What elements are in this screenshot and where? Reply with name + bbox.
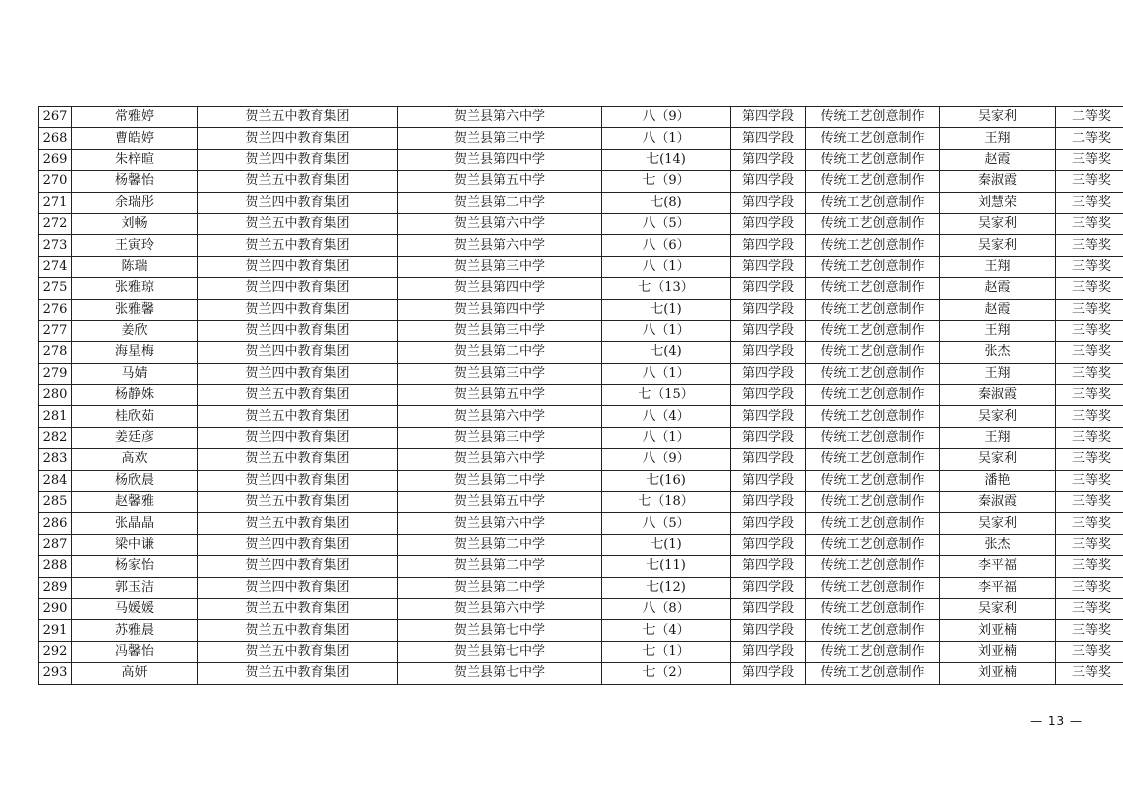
cell-award-level: 三等奖 bbox=[1056, 299, 1123, 320]
cell-category: 传统工艺创意制作 bbox=[806, 256, 940, 277]
award-table bbox=[38, 106, 1123, 685]
cell-award-level: 三等奖 bbox=[1056, 598, 1123, 619]
table-row bbox=[39, 192, 1123, 213]
cell-class-name: 七（1） bbox=[602, 641, 731, 662]
cell-category: 传统工艺创意制作 bbox=[806, 171, 940, 192]
cell-class-name: 八（6） bbox=[602, 235, 731, 256]
cell-instructor: 刘亚楠 bbox=[940, 620, 1056, 641]
cell-instructor: 张杰 bbox=[940, 534, 1056, 555]
cell-category: 传统工艺创意制作 bbox=[806, 641, 940, 662]
cell-award-level: 三等奖 bbox=[1056, 406, 1123, 427]
cell-award-level: 三等奖 bbox=[1056, 663, 1123, 684]
cell-instructor: 王翔 bbox=[940, 320, 1056, 341]
cell-category: 传统工艺创意制作 bbox=[806, 513, 940, 534]
cell-category: 传统工艺创意制作 bbox=[806, 192, 940, 213]
cell-row-index: 291 bbox=[39, 620, 72, 641]
cell-stage: 第四学段 bbox=[731, 385, 806, 406]
cell-instructor: 秦淑霞 bbox=[940, 385, 1056, 406]
table-row bbox=[39, 278, 1123, 299]
cell-class-name: 八（9） bbox=[602, 107, 731, 128]
cell-row-index: 283 bbox=[39, 449, 72, 470]
cell-instructor: 吴家利 bbox=[940, 107, 1056, 128]
cell-class-name: 七(8) bbox=[602, 192, 731, 213]
cell-instructor: 潘艳 bbox=[940, 470, 1056, 491]
cell-student-name: 高欢 bbox=[72, 449, 198, 470]
table-row bbox=[39, 149, 1123, 170]
table-row bbox=[39, 577, 1123, 598]
cell-student-name: 杨欣晨 bbox=[72, 470, 198, 491]
cell-class-name: 七(11) bbox=[602, 556, 731, 577]
table-row bbox=[39, 663, 1123, 684]
cell-student-name: 余瑞彤 bbox=[72, 192, 198, 213]
cell-category: 传统工艺创意制作 bbox=[806, 556, 940, 577]
cell-student-name: 杨家怡 bbox=[72, 556, 198, 577]
cell-school-name: 贺兰县第七中学 bbox=[398, 620, 602, 641]
cell-instructor: 赵霞 bbox=[940, 299, 1056, 320]
cell-instructor: 张杰 bbox=[940, 342, 1056, 363]
cell-education-group: 贺兰四中教育集团 bbox=[198, 363, 398, 384]
cell-student-name: 马婧 bbox=[72, 363, 198, 384]
cell-education-group: 贺兰四中教育集团 bbox=[198, 342, 398, 363]
cell-row-index: 280 bbox=[39, 385, 72, 406]
cell-category: 传统工艺创意制作 bbox=[806, 342, 940, 363]
cell-category: 传统工艺创意制作 bbox=[806, 406, 940, 427]
cell-instructor: 吴家利 bbox=[940, 235, 1056, 256]
cell-student-name: 曹皓婷 bbox=[72, 128, 198, 149]
cell-award-level: 三等奖 bbox=[1056, 256, 1123, 277]
table-row bbox=[39, 534, 1123, 555]
cell-row-index: 293 bbox=[39, 663, 72, 684]
cell-education-group: 贺兰五中教育集团 bbox=[198, 598, 398, 619]
cell-instructor: 刘亚楠 bbox=[940, 641, 1056, 662]
table-row bbox=[39, 598, 1123, 619]
cell-school-name: 贺兰县第六中学 bbox=[398, 213, 602, 234]
cell-education-group: 贺兰四中教育集团 bbox=[198, 320, 398, 341]
cell-student-name: 杨馨怡 bbox=[72, 171, 198, 192]
cell-class-name: 七(4) bbox=[602, 342, 731, 363]
cell-stage: 第四学段 bbox=[731, 363, 806, 384]
cell-student-name: 张雅琼 bbox=[72, 278, 198, 299]
table-row bbox=[39, 513, 1123, 534]
cell-education-group: 贺兰五中教育集团 bbox=[198, 171, 398, 192]
table-row bbox=[39, 235, 1123, 256]
table-row bbox=[39, 470, 1123, 491]
cell-school-name: 贺兰县第三中学 bbox=[398, 256, 602, 277]
cell-stage: 第四学段 bbox=[731, 663, 806, 684]
cell-instructor: 秦淑霞 bbox=[940, 492, 1056, 513]
cell-education-group: 贺兰四中教育集团 bbox=[198, 556, 398, 577]
table-row bbox=[39, 641, 1123, 662]
cell-education-group: 贺兰五中教育集团 bbox=[198, 641, 398, 662]
cell-award-level: 三等奖 bbox=[1056, 470, 1123, 491]
cell-row-index: 277 bbox=[39, 320, 72, 341]
cell-instructor: 王翔 bbox=[940, 427, 1056, 448]
cell-instructor: 吴家利 bbox=[940, 449, 1056, 470]
cell-award-level: 三等奖 bbox=[1056, 556, 1123, 577]
table-row bbox=[39, 213, 1123, 234]
cell-row-index: 281 bbox=[39, 406, 72, 427]
cell-row-index: 274 bbox=[39, 256, 72, 277]
cell-school-name: 贺兰县第五中学 bbox=[398, 385, 602, 406]
cell-category: 传统工艺创意制作 bbox=[806, 663, 940, 684]
cell-stage: 第四学段 bbox=[731, 556, 806, 577]
cell-class-name: 八（5） bbox=[602, 213, 731, 234]
cell-education-group: 贺兰四中教育集团 bbox=[198, 149, 398, 170]
cell-award-level: 三等奖 bbox=[1056, 513, 1123, 534]
cell-student-name: 杨静姝 bbox=[72, 385, 198, 406]
cell-stage: 第四学段 bbox=[731, 620, 806, 641]
cell-school-name: 贺兰县第二中学 bbox=[398, 342, 602, 363]
cell-school-name: 贺兰县第二中学 bbox=[398, 534, 602, 555]
cell-class-name: 八（1） bbox=[602, 363, 731, 384]
cell-award-level: 三等奖 bbox=[1056, 278, 1123, 299]
cell-student-name: 冯馨怡 bbox=[72, 641, 198, 662]
cell-category: 传统工艺创意制作 bbox=[806, 128, 940, 149]
cell-class-name: 七（15） bbox=[602, 385, 731, 406]
cell-award-level: 三等奖 bbox=[1056, 320, 1123, 341]
cell-instructor: 赵霞 bbox=[940, 278, 1056, 299]
table-row bbox=[39, 406, 1123, 427]
cell-category: 传统工艺创意制作 bbox=[806, 149, 940, 170]
cell-stage: 第四学段 bbox=[731, 235, 806, 256]
table-row bbox=[39, 449, 1123, 470]
cell-stage: 第四学段 bbox=[731, 256, 806, 277]
cell-instructor: 王翔 bbox=[940, 256, 1056, 277]
table-row bbox=[39, 107, 1123, 128]
cell-category: 传统工艺创意制作 bbox=[806, 235, 940, 256]
cell-stage: 第四学段 bbox=[731, 577, 806, 598]
cell-row-index: 275 bbox=[39, 278, 72, 299]
cell-stage: 第四学段 bbox=[731, 342, 806, 363]
cell-stage: 第四学段 bbox=[731, 427, 806, 448]
table-row bbox=[39, 171, 1123, 192]
cell-row-index: 278 bbox=[39, 342, 72, 363]
cell-student-name: 梁中谦 bbox=[72, 534, 198, 555]
table-row bbox=[39, 299, 1123, 320]
cell-class-name: 七(16) bbox=[602, 470, 731, 491]
cell-student-name: 朱梓暄 bbox=[72, 149, 198, 170]
cell-row-index: 273 bbox=[39, 235, 72, 256]
cell-education-group: 贺兰四中教育集团 bbox=[198, 192, 398, 213]
cell-class-name: 七(12) bbox=[602, 577, 731, 598]
cell-school-name: 贺兰县第六中学 bbox=[398, 513, 602, 534]
cell-row-index: 271 bbox=[39, 192, 72, 213]
cell-school-name: 贺兰县第三中学 bbox=[398, 320, 602, 341]
cell-award-level: 三等奖 bbox=[1056, 213, 1123, 234]
cell-award-level: 三等奖 bbox=[1056, 492, 1123, 513]
cell-award-level: 三等奖 bbox=[1056, 342, 1123, 363]
cell-school-name: 贺兰县第四中学 bbox=[398, 278, 602, 299]
cell-student-name: 桂欣茹 bbox=[72, 406, 198, 427]
cell-category: 传统工艺创意制作 bbox=[806, 213, 940, 234]
cell-class-name: 七(1) bbox=[602, 534, 731, 555]
cell-student-name: 马媛媛 bbox=[72, 598, 198, 619]
cell-award-level: 三等奖 bbox=[1056, 235, 1123, 256]
cell-school-name: 贺兰县第六中学 bbox=[398, 449, 602, 470]
cell-row-index: 279 bbox=[39, 363, 72, 384]
cell-award-level: 三等奖 bbox=[1056, 641, 1123, 662]
cell-category: 传统工艺创意制作 bbox=[806, 470, 940, 491]
cell-education-group: 贺兰五中教育集团 bbox=[198, 492, 398, 513]
award-table-body bbox=[39, 107, 1123, 685]
cell-school-name: 贺兰县第三中学 bbox=[398, 427, 602, 448]
cell-stage: 第四学段 bbox=[731, 320, 806, 341]
cell-instructor: 王翔 bbox=[940, 363, 1056, 384]
cell-education-group: 贺兰四中教育集团 bbox=[198, 256, 398, 277]
table-row bbox=[39, 128, 1123, 149]
cell-stage: 第四学段 bbox=[731, 513, 806, 534]
cell-stage: 第四学段 bbox=[731, 128, 806, 149]
cell-award-level: 三等奖 bbox=[1056, 149, 1123, 170]
table-row bbox=[39, 256, 1123, 277]
cell-row-index: 292 bbox=[39, 641, 72, 662]
cell-student-name: 苏雅晨 bbox=[72, 620, 198, 641]
cell-award-level: 三等奖 bbox=[1056, 192, 1123, 213]
cell-student-name: 陈瑞 bbox=[72, 256, 198, 277]
cell-award-level: 二等奖 bbox=[1056, 107, 1123, 128]
cell-category: 传统工艺创意制作 bbox=[806, 363, 940, 384]
cell-stage: 第四学段 bbox=[731, 171, 806, 192]
cell-class-name: 八（9） bbox=[602, 449, 731, 470]
cell-row-index: 268 bbox=[39, 128, 72, 149]
cell-class-name: 七（2） bbox=[602, 663, 731, 684]
cell-row-index: 276 bbox=[39, 299, 72, 320]
cell-student-name: 刘畅 bbox=[72, 213, 198, 234]
cell-row-index: 269 bbox=[39, 149, 72, 170]
cell-school-name: 贺兰县第二中学 bbox=[398, 556, 602, 577]
cell-category: 传统工艺创意制作 bbox=[806, 449, 940, 470]
cell-school-name: 贺兰县第二中学 bbox=[398, 470, 602, 491]
cell-stage: 第四学段 bbox=[731, 213, 806, 234]
cell-education-group: 贺兰五中教育集团 bbox=[198, 235, 398, 256]
cell-education-group: 贺兰四中教育集团 bbox=[198, 278, 398, 299]
cell-row-index: 289 bbox=[39, 577, 72, 598]
cell-education-group: 贺兰五中教育集团 bbox=[198, 107, 398, 128]
cell-student-name: 赵馨雅 bbox=[72, 492, 198, 513]
cell-school-name: 贺兰县第四中学 bbox=[398, 299, 602, 320]
cell-education-group: 贺兰五中教育集团 bbox=[198, 513, 398, 534]
cell-education-group: 贺兰五中教育集团 bbox=[198, 385, 398, 406]
cell-school-name: 贺兰县第三中学 bbox=[398, 363, 602, 384]
cell-school-name: 贺兰县第六中学 bbox=[398, 107, 602, 128]
cell-student-name: 王寅玲 bbox=[72, 235, 198, 256]
cell-award-level: 二等奖 bbox=[1056, 128, 1123, 149]
cell-class-name: 八（1） bbox=[602, 256, 731, 277]
cell-student-name: 常雅婷 bbox=[72, 107, 198, 128]
cell-education-group: 贺兰四中教育集团 bbox=[198, 577, 398, 598]
cell-student-name: 海星梅 bbox=[72, 342, 198, 363]
cell-instructor: 王翔 bbox=[940, 128, 1056, 149]
cell-student-name: 张雅馨 bbox=[72, 299, 198, 320]
cell-award-level: 三等奖 bbox=[1056, 534, 1123, 555]
cell-stage: 第四学段 bbox=[731, 107, 806, 128]
cell-category: 传统工艺创意制作 bbox=[806, 320, 940, 341]
cell-award-level: 三等奖 bbox=[1056, 363, 1123, 384]
cell-stage: 第四学段 bbox=[731, 641, 806, 662]
cell-category: 传统工艺创意制作 bbox=[806, 620, 940, 641]
cell-school-name: 贺兰县第七中学 bbox=[398, 663, 602, 684]
cell-award-level: 三等奖 bbox=[1056, 427, 1123, 448]
cell-category: 传统工艺创意制作 bbox=[806, 427, 940, 448]
cell-category: 传统工艺创意制作 bbox=[806, 534, 940, 555]
cell-school-name: 贺兰县第六中学 bbox=[398, 406, 602, 427]
cell-stage: 第四学段 bbox=[731, 192, 806, 213]
cell-education-group: 贺兰四中教育集团 bbox=[198, 128, 398, 149]
cell-category: 传统工艺创意制作 bbox=[806, 299, 940, 320]
cell-school-name: 贺兰县第二中学 bbox=[398, 192, 602, 213]
cell-instructor: 吴家利 bbox=[940, 513, 1056, 534]
table-row bbox=[39, 492, 1123, 513]
cell-instructor: 吴家利 bbox=[940, 598, 1056, 619]
cell-instructor: 秦淑霞 bbox=[940, 171, 1056, 192]
cell-student-name: 郭玉洁 bbox=[72, 577, 198, 598]
cell-school-name: 贺兰县第五中学 bbox=[398, 492, 602, 513]
cell-stage: 第四学段 bbox=[731, 492, 806, 513]
cell-education-group: 贺兰四中教育集团 bbox=[198, 534, 398, 555]
cell-class-name: 七（13） bbox=[602, 278, 731, 299]
cell-school-name: 贺兰县第四中学 bbox=[398, 149, 602, 170]
cell-class-name: 八（1） bbox=[602, 427, 731, 448]
cell-school-name: 贺兰县第七中学 bbox=[398, 641, 602, 662]
cell-row-index: 288 bbox=[39, 556, 72, 577]
cell-row-index: 272 bbox=[39, 213, 72, 234]
cell-row-index: 270 bbox=[39, 171, 72, 192]
cell-row-index: 267 bbox=[39, 107, 72, 128]
cell-row-index: 287 bbox=[39, 534, 72, 555]
cell-stage: 第四学段 bbox=[731, 299, 806, 320]
cell-stage: 第四学段 bbox=[731, 278, 806, 299]
cell-category: 传统工艺创意制作 bbox=[806, 598, 940, 619]
cell-award-level: 三等奖 bbox=[1056, 577, 1123, 598]
cell-class-name: 七（18） bbox=[602, 492, 731, 513]
cell-award-level: 三等奖 bbox=[1056, 449, 1123, 470]
cell-category: 传统工艺创意制作 bbox=[806, 278, 940, 299]
cell-class-name: 七（4） bbox=[602, 620, 731, 641]
cell-award-level: 三等奖 bbox=[1056, 171, 1123, 192]
cell-school-name: 贺兰县第六中学 bbox=[398, 235, 602, 256]
cell-instructor: 李平福 bbox=[940, 577, 1056, 598]
table-row bbox=[39, 363, 1123, 384]
cell-education-group: 贺兰五中教育集团 bbox=[198, 449, 398, 470]
cell-award-level: 三等奖 bbox=[1056, 385, 1123, 406]
cell-category: 传统工艺创意制作 bbox=[806, 492, 940, 513]
cell-row-index: 285 bbox=[39, 492, 72, 513]
cell-row-index: 284 bbox=[39, 470, 72, 491]
cell-education-group: 贺兰五中教育集团 bbox=[198, 213, 398, 234]
cell-school-name: 贺兰县第五中学 bbox=[398, 171, 602, 192]
cell-instructor: 刘亚楠 bbox=[940, 663, 1056, 684]
cell-class-name: 八（1） bbox=[602, 320, 731, 341]
cell-class-name: 八（5） bbox=[602, 513, 731, 534]
table-row bbox=[39, 320, 1123, 341]
cell-stage: 第四学段 bbox=[731, 449, 806, 470]
cell-student-name: 姜廷彦 bbox=[72, 427, 198, 448]
cell-school-name: 贺兰县第三中学 bbox=[398, 128, 602, 149]
cell-education-group: 贺兰四中教育集团 bbox=[198, 427, 398, 448]
cell-student-name: 姜欣 bbox=[72, 320, 198, 341]
cell-class-name: 八（8） bbox=[602, 598, 731, 619]
cell-instructor: 赵霞 bbox=[940, 149, 1056, 170]
cell-student-name: 张晶晶 bbox=[72, 513, 198, 534]
cell-row-index: 290 bbox=[39, 598, 72, 619]
cell-education-group: 贺兰四中教育集团 bbox=[198, 299, 398, 320]
cell-school-name: 贺兰县第二中学 bbox=[398, 577, 602, 598]
cell-class-name: 七(14) bbox=[602, 149, 731, 170]
cell-student-name: 高妍 bbox=[72, 663, 198, 684]
cell-category: 传统工艺创意制作 bbox=[806, 577, 940, 598]
cell-stage: 第四学段 bbox=[731, 149, 806, 170]
cell-class-name: 八（4） bbox=[602, 406, 731, 427]
cell-instructor: 李平福 bbox=[940, 556, 1056, 577]
cell-category: 传统工艺创意制作 bbox=[806, 385, 940, 406]
table-row bbox=[39, 427, 1123, 448]
cell-stage: 第四学段 bbox=[731, 534, 806, 555]
cell-instructor: 吴家利 bbox=[940, 213, 1056, 234]
cell-stage: 第四学段 bbox=[731, 470, 806, 491]
cell-instructor: 刘慧荣 bbox=[940, 192, 1056, 213]
cell-category: 传统工艺创意制作 bbox=[806, 107, 940, 128]
page-number: — 13 — bbox=[1030, 714, 1083, 728]
cell-education-group: 贺兰五中教育集团 bbox=[198, 620, 398, 641]
award-list-sheet bbox=[38, 106, 1111, 685]
table-row bbox=[39, 556, 1123, 577]
table-row bbox=[39, 342, 1123, 363]
cell-class-name: 八（1） bbox=[602, 128, 731, 149]
cell-education-group: 贺兰五中教育集团 bbox=[198, 663, 398, 684]
cell-stage: 第四学段 bbox=[731, 598, 806, 619]
cell-education-group: 贺兰五中教育集团 bbox=[198, 406, 398, 427]
cell-stage: 第四学段 bbox=[731, 406, 806, 427]
table-row bbox=[39, 620, 1123, 641]
cell-row-index: 286 bbox=[39, 513, 72, 534]
cell-class-name: 七（9） bbox=[602, 171, 731, 192]
cell-school-name: 贺兰县第六中学 bbox=[398, 598, 602, 619]
cell-row-index: 282 bbox=[39, 427, 72, 448]
cell-award-level: 三等奖 bbox=[1056, 620, 1123, 641]
cell-class-name: 七(1) bbox=[602, 299, 731, 320]
cell-instructor: 吴家利 bbox=[940, 406, 1056, 427]
cell-education-group: 贺兰四中教育集团 bbox=[198, 470, 398, 491]
table-row bbox=[39, 385, 1123, 406]
